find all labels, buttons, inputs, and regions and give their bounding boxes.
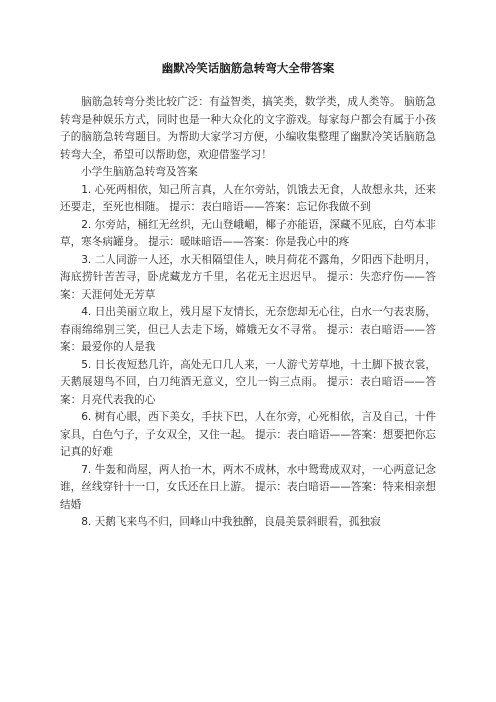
riddle-item: 2. 尔旁站，桶红无丝织，无山登峨嵋，椰子亦能语，深藏不见底，白芍本非草，寒冬病罐身。 提示：暖昧暗语——答案：你是我心中的疼 — [60, 218, 436, 248]
riddle-list — [60, 182, 436, 532]
riddle-item: 3. 二人同游一人还，水天相隔望佳人，映月荷花不露角，夕阳西下赴明月，海底捞针苦苦寻，卧虎藏龙方千里，名花无主迟迟早。 提示：失恋疗伤——答案：天涯何处无芳草 — [60, 253, 436, 301]
riddle-item: 7. 牛轰和尚屋，两人抬一木，两木不成林，水中鸳鸯成双对，一心两意记念谁，丝线穿针十一口，女氏还在日上游。 提示：表白暗语——答案：特来相亲想结婚 — [60, 463, 436, 511]
riddle-item: 4. 日出美丽立取上，残月屋下友情长，无奈您却无心往，白水一勺表衷肠，春雨绵绵别三笑，但已人去走下场，嫦娥无女不寻常。 提示：表白暗语——答案：最爱你的人是我 — [60, 306, 436, 353]
intro-paragraph: 脑筋急转弯分类比较广泛：有益智类，搞笑类，数学类，成人类等。 脑筋急转弯是种娱乐方式，同时也是一种大众化的文字游戏。每家每户都会有属于小孩子的脑筋急转弯题目。为帮助大家学习方便，小编收集整理了幽默冷笑话脑筋急转弯大全，希望可以帮助您，欢迎借鉴学习！ — [60, 96, 436, 161]
riddle-item: 1. 心死两相依，知己所言真，人在尔旁站，饥饿去无食，人故想永共，还来还要走，至死也相随。 提示：表白暗语——答案：忘记你我做不到 — [60, 183, 436, 213]
riddle-item: 8. 天鹅飞来鸟不归，回峰山中我独醉，良晨美景斜眼看，孤独寂 — [81, 516, 381, 528]
riddle-item: 5. 日长夜短愁几许，高处无口几人来，一人游弋芳草地，十土脚下披衣裳，天鹅展翅鸟不回，白刀纯酒无意义，空儿一钩三点雨。 提示：表白暗语——答案：月亮代表我的心 — [60, 358, 436, 406]
document-title: 幽默冷笑话脑筋急转弯大全带答案 — [161, 61, 335, 75]
riddle-item: 6. 树有心眼，西下美女，手扶下巴，人在尔旁，心死相依，言及自己，十件家具，白色勺子，子女双全，又住一起。 提示：表白暗语——答案：想要把你忘记真的好难 — [60, 411, 436, 458]
section-heading: 小学生脑筋急转弯及答案 — [81, 166, 198, 178]
